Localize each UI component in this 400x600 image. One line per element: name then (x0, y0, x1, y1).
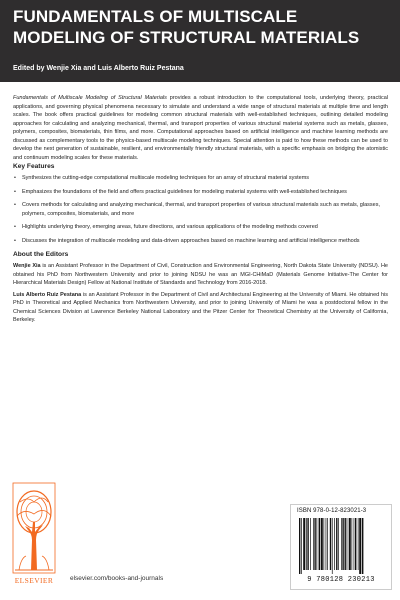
editor-name: Wenjie Xia (13, 263, 41, 269)
editor-bio-text: is an Assistant Professor in the Department of Civil and Architectural Engineering at the University of Miami. He obtained his PhD in Theoretical and Applied Mechanics from Northwestern University, and prior to joining University of Miami he was a postdoctoral fellow in the Chemical Sciences Division at Lawrence Berkeley National Laboratory and the Pitzer Center for Theoretical Chemistry at the University of California, Berkeley. (13, 291, 388, 323)
barcode-bar (362, 518, 363, 574)
barcode-bar (306, 518, 307, 570)
barcode-bar (354, 518, 355, 570)
barcode-bar (330, 518, 331, 570)
bullet-icon: • (14, 224, 16, 230)
feature-text: Emphasizes the foundations of the field and offers practical guidelines for modeling material systems with well-established techniques (22, 188, 347, 195)
key-features-list (13, 174, 388, 245)
editor-name: Luis Alberto Ruiz Pestana (13, 291, 82, 298)
barcode-bar (336, 518, 337, 570)
barcode-bar (310, 518, 311, 570)
book-title: FUNDAMENTALS OF MULTISCALE MODELING OF STRUCTURAL MATERIALS (13, 7, 360, 47)
barcode-bar (355, 518, 356, 570)
list-item (13, 201, 388, 218)
feature-text: Discusses the integration of multiscale modeling and data-driven approaches based on machine learning and artificial intelligence methods (22, 237, 360, 244)
publisher-url: elsevier.com/books-and-journals (70, 575, 164, 582)
cover-content (13, 94, 388, 325)
barcode-bar (301, 518, 302, 574)
barcode-bar (319, 518, 320, 570)
barcode-bar (341, 518, 342, 570)
elsevier-logo (12, 482, 56, 586)
bullet-icon: • (14, 188, 16, 195)
barcode-bar (358, 518, 359, 570)
barcode-bar (334, 518, 335, 570)
bullet-icon: • (14, 175, 16, 181)
barcode-bar (326, 518, 327, 570)
barcode-bar (317, 518, 318, 570)
editor-bio-text: is an Assistant Professor in the Department of Civil, Construction and Environmental Engineering, North Dakota State University (NDSU). He obtained his PhD from Northwestern University and prior to joining NDSU he was an MGI-CHiMaD (Materials Genome Initiative-The Center for Hierarchical Materials Design) Fellow at National Institute of Standards and Technology from 2016-2018. (13, 263, 388, 286)
barcode-bar (345, 518, 346, 570)
publisher-name: ELSEVIER (14, 576, 54, 585)
barcode-bar (347, 518, 348, 570)
feature-text: Highlights underlying theory, emerging areas, future directions, and various applications of the modeling methods covered (22, 224, 318, 230)
barcode-bar (303, 518, 305, 570)
list-item (13, 237, 388, 246)
barcode-bar (332, 518, 333, 574)
isbn-barcode-box (290, 504, 392, 590)
elsevier-tree-icon (12, 482, 56, 574)
barcode-bar (313, 518, 314, 570)
title-banner (0, 0, 400, 82)
barcode-bar (314, 518, 315, 570)
barcode-bar (327, 518, 328, 570)
barcode-bar (352, 518, 353, 570)
about-editors-heading: About the Editors (13, 251, 69, 258)
barcode-digits: 9 780128 230213 (307, 576, 375, 584)
barcode-bar (359, 518, 361, 574)
list-item (13, 174, 388, 183)
bullet-icon: • (14, 202, 16, 208)
barcode-bar (338, 518, 339, 570)
book-description (13, 94, 388, 162)
bullet-icon: • (14, 237, 16, 244)
feature-text: Covers methods for calculating and analyzing mechanical, thermal, and transport properties of various structural materials such as metals, glasses, polymers, composites, biomaterials, and more (22, 202, 380, 217)
editor-bio-2 (13, 291, 388, 325)
description-text: provides a robust introduction to the computational tools, underlying theory, practical applications, and governing physical phenomena necessary to simulate and understand a wide range of structural materials at multiple time and length scales. The book offers practical guidelines for modeling common structural materials with well-established techniques, outlining detailed modeling approaches for calculating and analyzing mechanical, thermal, and transport properties of various structural material systems such as metals, glasses, polymers, composites, biomaterials, thin films, and more. Computational approaches based on artificial intelligence and machine learning methods are discussed as complementary tools to the physics-based multiscale modeling techniques. Special attention is paid to how these methods can be used to develop the next generation of sustainable, resilient, and environmentally friendly structural materials, with a specific emphasis on bridging the atomistic and continuum modeling scales for these materials. (13, 95, 388, 161)
barcode-bar (349, 518, 351, 570)
barcode-bar (321, 518, 323, 570)
isbn-number: ISBN 978-0-12-823021-3 (297, 508, 367, 514)
editor-bio-1 (13, 262, 388, 288)
barcode-icon (297, 518, 385, 574)
list-item (13, 223, 388, 232)
feature-text: Synthesizes the cutting-edge computational multiscale modeling techniques for an array of structural material systems (22, 175, 310, 181)
key-features-heading: Key Features (13, 163, 55, 170)
editors-line: Edited by Wenjie Xia and Luis Alberto Ruiz Pestana (13, 65, 184, 72)
description-book-title: Fundamentals of Multiscale Modeling of Structural Materials (13, 95, 167, 101)
barcode-bar (299, 518, 300, 574)
barcode-bar (307, 518, 308, 570)
list-item (13, 188, 388, 197)
barcode-bar (342, 518, 343, 570)
barcode-bar (324, 518, 325, 570)
